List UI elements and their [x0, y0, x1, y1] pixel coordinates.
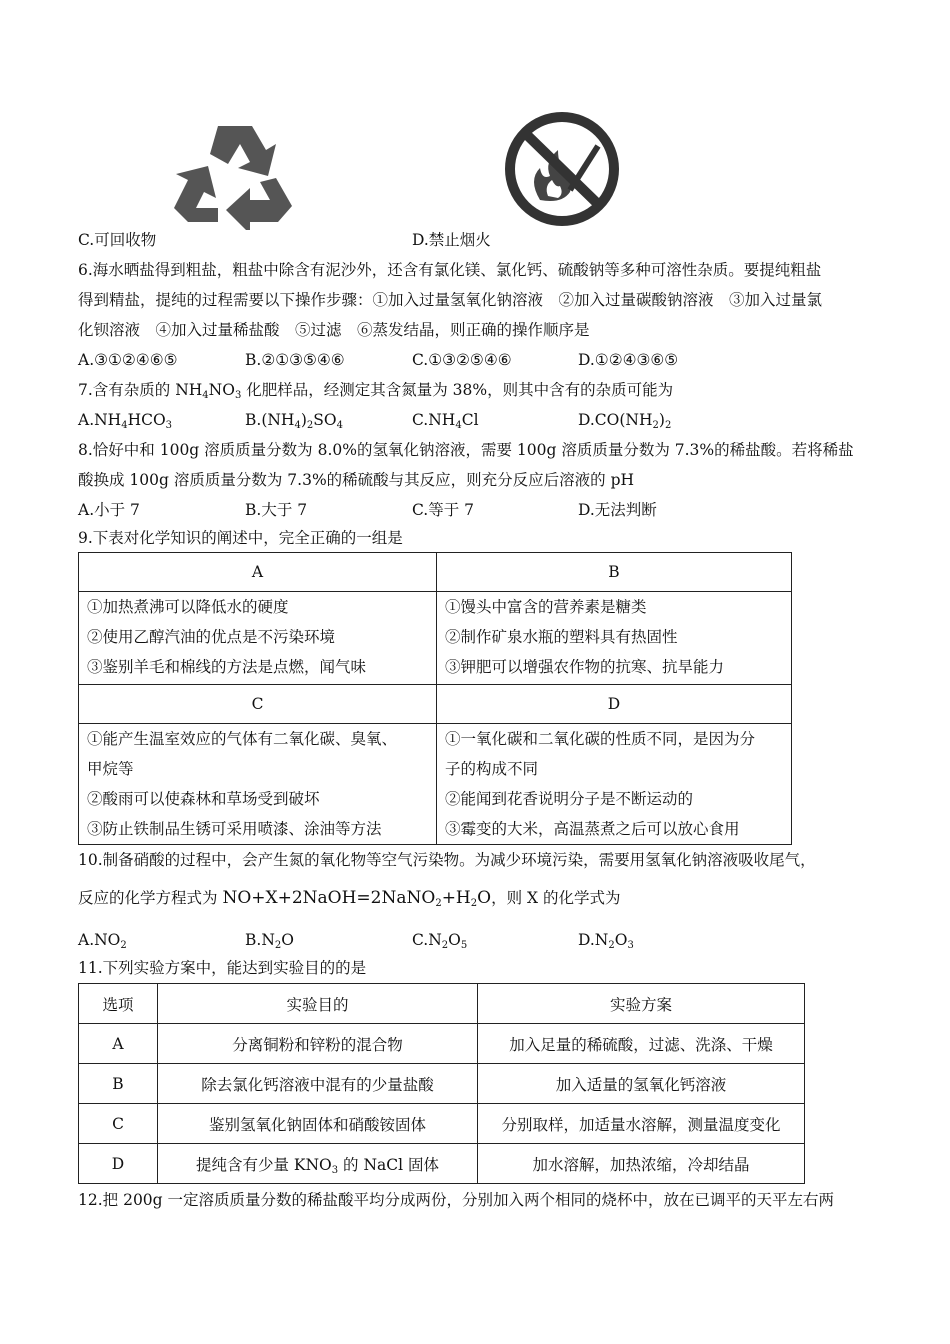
q10-option-b: $B.N_2O$ — [245, 931, 294, 951]
q9-cell-a: ①加热煮沸可以降低水的硬度 ②使用乙醇汽油的优点是不污染环境 ③鉴别羊毛和棉线的方法是点燃，闻气味 — [79, 592, 437, 685]
table-row — [79, 1144, 805, 1184]
column-header: 实验方案 — [478, 984, 805, 1024]
goal-cell: 除去氯化钙溶液中混有的少量盐酸 — [158, 1064, 478, 1104]
q10-line1: 10.制备硝酸的过程中，会产生氮的氧化物等空气污染物。为减少环境污染，需要用氢氧化钠溶液吸收尾气， — [78, 851, 816, 869]
q6-option-d: D.①②④③⑥⑤ — [578, 351, 679, 369]
q8-option-d: D.无法判断 — [578, 501, 657, 519]
q5-option-c: C.可回收物 — [78, 231, 157, 249]
q8-line1: 8.恰好中和 100g 溶质质量分数为 8.0%的氢氧化钠溶液，需要 100g 溶质质量分数为 7.3%的稀盐酸。若将稀盐 — [78, 441, 854, 459]
q6-option-a: A.③①②④⑥⑤ — [78, 351, 178, 369]
q12-line1: 12.把 200g 一定溶质质量分数的稀盐酸平均分成两份，分别加入两个相同的烧杯中，放在已调平的天平左右两 — [78, 1191, 835, 1209]
q9-cell-b: ①馒头中富含的营养素是糖类 ②制作矿泉水瓶的塑料具有热固性 ③钾肥可以增强农作物的抗寒、抗旱能力 — [437, 592, 792, 685]
option-cell: D — [79, 1144, 158, 1184]
q9-head-c: C — [79, 685, 437, 724]
q9-head-b: B — [437, 553, 792, 592]
plan-cell: 加入足量的稀硫酸，过滤、洗涤、干燥 — [478, 1024, 805, 1064]
q6-option-b: B.②①③⑤④⑥ — [245, 351, 345, 369]
q7-stem: 7.含有杂质的 $NH_4NO_3$ 化肥样品，经测定其含氮量为 38%，则其中含有的杂质可能为 — [78, 381, 674, 401]
q7-option-d: $D.CO(NH_2)_2$ — [578, 411, 672, 431]
goal-cell: 分离铜粉和锌粉的混合物 — [158, 1024, 478, 1064]
plan-cell: 分别取样，加适量水溶解，测量温度变化 — [478, 1104, 805, 1144]
recycle-icon — [170, 118, 300, 230]
goal-cell: 鉴别氢氧化钠固体和硝酸铵固体 — [158, 1104, 478, 1144]
q5-option-d: D.禁止烟火 — [412, 231, 491, 249]
plan-cell: 加水溶解，加热浓缩，冷却结晶 — [478, 1144, 805, 1184]
q6-line3: 化钡溶液 ④加入过量稀盐酸 ⑤过滤 ⑥蒸发结晶，则正确的操作顺序是 — [78, 321, 590, 339]
table-row — [79, 1064, 805, 1104]
option-cell: C — [79, 1104, 158, 1144]
q10-option-d: $D.N_2O_3$ — [578, 931, 634, 951]
goal-cell: 提纯含有少量 $KNO_3$ 的 NaCl 固体 — [158, 1144, 478, 1184]
q9-cell-d: ①一氧化碳和二氧化碳的性质不同，是因为分 子的构成不同 ②能闻到花香说明分子是不断运动的 ③霉变的大米，高温蒸煮之后可以放心食用 — [437, 724, 792, 845]
q9-cell-c: ①能产生温室效应的气体有二氧化碳、臭氧、 甲烷等 ②酸雨可以使森林和草场受到破坏 ③防止铁制品生锈可采用喷漆、涂油等方法 — [79, 724, 437, 845]
q10-line2: 反应的化学方程式为 $NO+X+2NaOH=2NaNO_2+H_2O$，则 X 的化学式为 — [78, 888, 621, 909]
table-row — [79, 1104, 805, 1144]
column-header: 选项 — [79, 984, 158, 1024]
q11-table — [78, 983, 805, 1184]
q8-line2: 酸换成 100g 溶质质量分数为 7.3%的稀硫酸与其反应，则充分反应后溶液的 pH — [78, 471, 635, 489]
no-fire-icon — [500, 110, 625, 228]
q11-stem: 11.下列实验方案中，能达到实验目的的是 — [78, 959, 367, 977]
q8-option-b: B.大于 7 — [245, 501, 308, 519]
q9-table — [78, 552, 792, 845]
q7-option-a: $A.NH_4HCO_3$ — [78, 411, 173, 431]
table-header-row — [79, 984, 805, 1024]
q9-head-d: D — [437, 685, 792, 724]
q6-line1: 6.海水晒盐得到粗盐，粗盐中除含有泥沙外，还含有氯化镁、氯化钙、硫酸钠等多种可溶性杂质。要提纯粗盐 — [78, 261, 822, 279]
q8-option-a: A.小于 7 — [78, 501, 140, 519]
q9-head-a: A — [79, 553, 437, 592]
q8-option-c: C.等于 7 — [412, 501, 475, 519]
option-cell: A — [79, 1024, 158, 1064]
q6-option-c: C.①③②⑤④⑥ — [412, 351, 512, 369]
q7-option-c: $C.NH_4Cl$ — [412, 411, 479, 431]
q10-option-a: $A.NO_2$ — [78, 931, 127, 951]
option-cell: B — [79, 1064, 158, 1104]
column-header: 实验目的 — [158, 984, 478, 1024]
table-row — [79, 1024, 805, 1064]
q9-stem: 9.下表对化学知识的阐述中，完全正确的一组是 — [78, 529, 403, 547]
q10-option-c: $C.N_2O_5$ — [412, 931, 468, 951]
q6-line2: 得到精盐，提纯的过程需要以下操作步骤：①加入过量氢氧化钠溶液 ②加入过量碳酸钠溶液 ③加入过量氯 — [78, 291, 823, 309]
plan-cell: 加入适量的氢氧化钙溶液 — [478, 1064, 805, 1104]
q7-option-b: $B.(NH_4)_2SO_4$ — [245, 411, 343, 431]
